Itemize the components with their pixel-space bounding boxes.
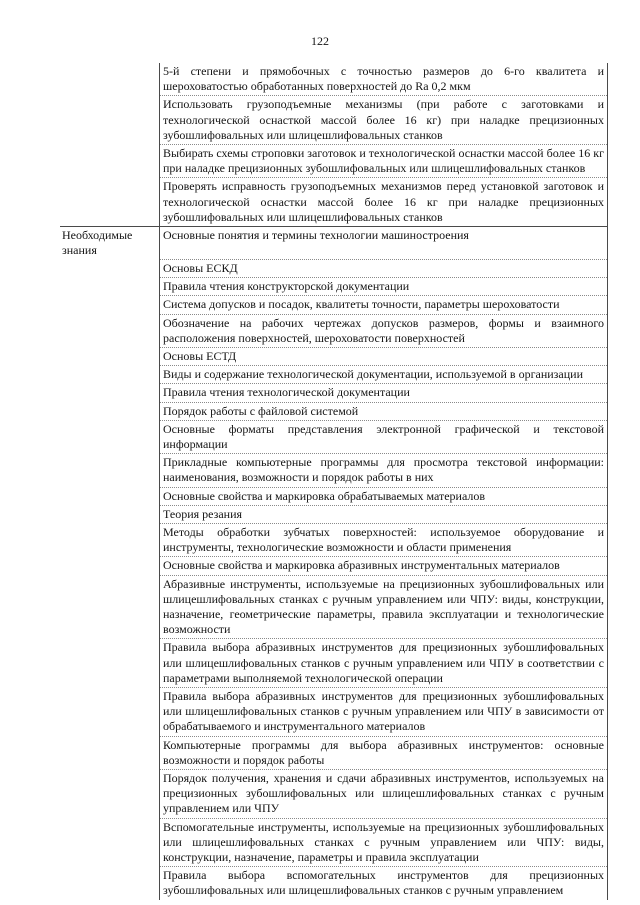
table-row — [60, 454, 608, 487]
table-row — [60, 96, 608, 145]
row-description: Проверять исправность грузоподъемных механизмов перед установкой заготовок и технологической оснастки массой более 16 кг при наладке прецизионных зубошлифовальных или шлицешлифовальных станков — [160, 178, 608, 227]
row-category-cell — [60, 278, 160, 296]
row-description: Правила выбора вспомогательных инструментов для прецизионных зубошлифовальных или шлицешлифовальных станков с ручным управлением — [160, 867, 608, 900]
table-row — [60, 384, 608, 402]
row-description: Абразивные инструменты, используемые на прецизионных зубошлифовальных или шлицешлифовальных станках с ручным управлением или ЧПУ: виды, конструкции, назначение, геометрические параметры, правила эксплуатации и технологические возможности — [160, 575, 608, 639]
requirements-table — [60, 63, 608, 900]
row-category-cell — [60, 384, 160, 402]
row-description: Правила выбора абразивных инструментов для прецизионных зубошлифовальных или шлицешлифовальных станков с ручным управлением или ЧПУ в зависимости от обрабатываемого и инструментального материалов — [160, 688, 608, 737]
row-description: Выбирать схемы строповки заготовок и технологической оснастки массой более 16 кг при наладке прецизионных зубошлифовальных или шлицешлифовальных станков — [160, 145, 608, 178]
row-description: Методы обработки зубчатых поверхностей: используемое оборудование и инструменты, технологические возможности и области применения — [160, 523, 608, 556]
table-row — [60, 575, 608, 639]
row-category-cell — [60, 178, 160, 227]
row-description: Основы ЕСТД — [160, 347, 608, 365]
row-description: Обозначение на рабочих чертежах допусков размеров, формы и взаимного расположения поверхностей, шероховатости поверхностей — [160, 314, 608, 347]
table-row — [60, 420, 608, 453]
row-category-cell — [60, 259, 160, 277]
row-description: Основные свойства и маркировка обрабатываемых материалов — [160, 487, 608, 505]
table-row — [60, 296, 608, 314]
row-description: Вспомогательные инструменты, используемые на прецизионных зубошлифовальных или шлицешлифовальных станках с ручным управлением или ЧПУ: виды, конструкции, назначение, параметры и правила эксплуатации — [160, 818, 608, 867]
row-description: Правила выбора абразивных инструментов для прецизионных зубошлифовальных или шлицешлифовальных станков с ручным управлением или ЧПУ в соответствии с параметрами выполняемой технологической операции — [160, 639, 608, 688]
row-category-cell — [60, 639, 160, 688]
row-category-cell — [60, 557, 160, 575]
row-category-cell — [60, 487, 160, 505]
row-category-cell — [60, 688, 160, 737]
row-description: Основные понятия и термины технологии машиностроения — [160, 227, 608, 260]
table-row — [60, 770, 608, 819]
row-category-cell — [60, 575, 160, 639]
table-row — [60, 505, 608, 523]
row-description: Порядок получения, хранения и сдачи абразивных инструментов, используемых на прецизионных зубошлифовальных или шлицешлифовальных станках с ручным управлением или ЧПУ — [160, 770, 608, 819]
table-row — [60, 639, 608, 688]
table-body — [60, 63, 608, 900]
table-row — [60, 487, 608, 505]
row-category-cell — [60, 314, 160, 347]
row-category-cell — [60, 420, 160, 453]
row-description: Виды и содержание технологической документации, используемой в организации — [160, 366, 608, 384]
row-category-cell — [60, 454, 160, 487]
table-row — [60, 402, 608, 420]
table-row — [60, 259, 608, 277]
table-row — [60, 314, 608, 347]
table-row — [60, 178, 608, 227]
page-number: 122 — [311, 34, 329, 48]
row-description: Основы ЕСКД — [160, 259, 608, 277]
row-category-cell — [60, 145, 160, 178]
row-category-cell — [60, 867, 160, 900]
row-category-cell — [60, 770, 160, 819]
row-description: Прикладные компьютерные программы для просмотра текстовой информации: наименования, возможности и порядок работы в них — [160, 454, 608, 487]
row-description: Основные свойства и маркировка абразивных инструментальных материалов — [160, 557, 608, 575]
row-description: Основные форматы представления электронной графической и текстовой информации — [160, 420, 608, 453]
table-row — [60, 688, 608, 737]
row-category-cell — [60, 366, 160, 384]
table-row — [60, 818, 608, 867]
table-row — [60, 736, 608, 769]
table-row — [60, 523, 608, 556]
row-description: Использовать грузоподъемные механизмы (при работе с заготовками и технологической оснасткой массой более 16 кг) при наладке прецизионных зубошлифовальных или шлицешлифовальных станков — [160, 96, 608, 145]
row-category-cell — [60, 736, 160, 769]
row-description: Порядок работы с файловой системой — [160, 402, 608, 420]
table-row — [60, 145, 608, 178]
row-category-cell — [60, 63, 160, 96]
table-row — [60, 227, 608, 260]
row-category-cell — [60, 523, 160, 556]
row-category-cell — [60, 96, 160, 145]
row-description: Теория резания — [160, 505, 608, 523]
row-category-cell — [60, 402, 160, 420]
row-category-label: Необходимые знания — [60, 227, 160, 260]
row-category-cell — [60, 347, 160, 365]
table-row — [60, 278, 608, 296]
table-row — [60, 366, 608, 384]
row-description: Правила чтения технологической документации — [160, 384, 608, 402]
row-description: Компьютерные программы для выбора абразивных инструментов: основные возможности и порядок работы — [160, 736, 608, 769]
row-description: Система допусков и посадок, квалитеты точности, параметры шероховатости — [160, 296, 608, 314]
row-category-cell — [60, 818, 160, 867]
row-description: Правила чтения конструкторской документации — [160, 278, 608, 296]
row-category-cell — [60, 505, 160, 523]
row-category-cell — [60, 296, 160, 314]
table-row — [60, 347, 608, 365]
table-row — [60, 63, 608, 96]
table-row — [60, 867, 608, 900]
row-description: 5-й степени и прямобочных с точностью размеров до 6-го квалитета и шероховатостью обработанных поверхностей до Ra 0,2 мкм — [160, 63, 608, 96]
table-row — [60, 557, 608, 575]
